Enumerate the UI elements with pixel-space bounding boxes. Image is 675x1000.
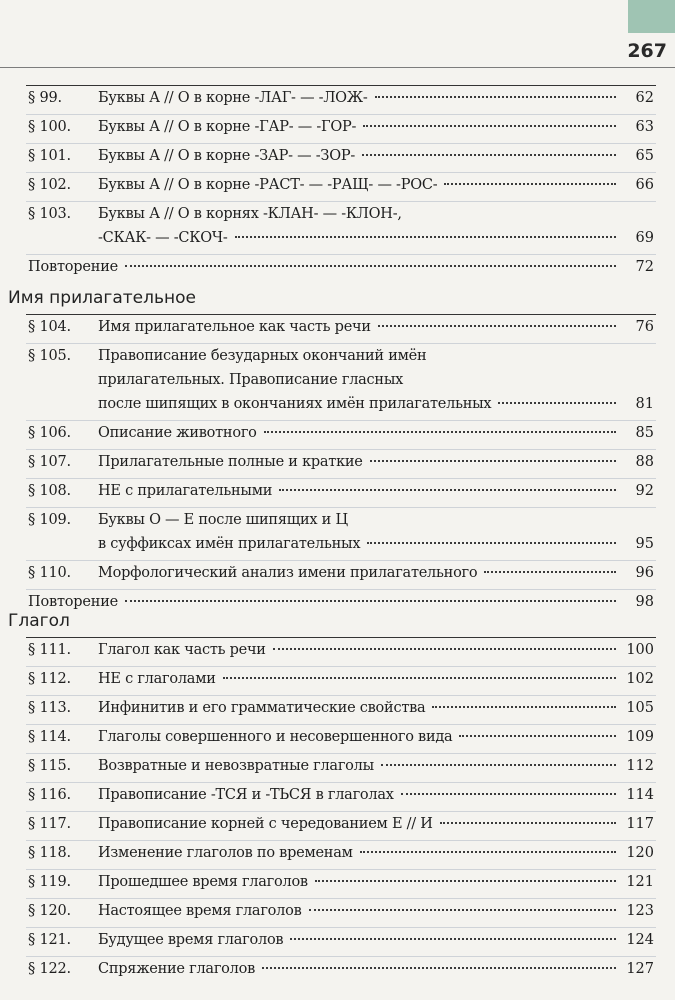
leader-dots [264, 431, 616, 433]
section-heading-adjective: Имя прилагательное [8, 288, 196, 308]
page-header-rule [0, 67, 675, 68]
leader-dots [273, 648, 616, 650]
leader-dots [362, 154, 616, 156]
entry-number: § 99. [28, 90, 62, 106]
entry-title: Буквы А // О в корне -ЛАГ- — -ЛОЖ- [98, 90, 368, 106]
entry-page: 92 [635, 483, 654, 499]
entry-title: НЕ с прилагательными [98, 483, 273, 499]
entry-page: 76 [635, 319, 654, 335]
entry-title: Настоящее время глаголов [98, 903, 302, 919]
toc-entry [26, 957, 656, 985]
entry-page: 81 [635, 396, 654, 412]
leader-dots [378, 325, 616, 327]
entry-number: § 120. [28, 903, 71, 919]
leader-dots [375, 96, 616, 98]
review-page: 98 [635, 594, 654, 610]
toc-entry [26, 202, 656, 255]
entry-number: § 114. [28, 729, 71, 745]
entry-page: 102 [626, 671, 654, 687]
toc-entry [26, 86, 656, 115]
toc-entry [26, 696, 656, 725]
entry-title-line: в суффиксах имён прилагательных [98, 536, 361, 552]
entry-page: 100 [626, 642, 654, 658]
leader-dots [235, 236, 617, 238]
entry-number: § 103. [28, 206, 71, 222]
entry-page: 69 [635, 230, 654, 246]
entry-title: Правописание корней с чередованием Е // И [98, 816, 433, 832]
entry-page: 124 [626, 932, 654, 948]
entry-number: § 107. [28, 454, 71, 470]
entry-title: Морфологический анализ имени прилагательного [98, 565, 478, 581]
entry-number: § 105. [28, 348, 71, 364]
entry-title-line: -СКАК- — -СКОЧ- [98, 230, 228, 246]
entry-page: 96 [635, 565, 654, 581]
entry-title-line: прилагательных. Правописание гласных [98, 372, 404, 388]
entry-number: § 111. [28, 642, 71, 658]
entry-page: 114 [626, 787, 654, 803]
entry-number: § 115. [28, 758, 71, 774]
toc-entry [26, 754, 656, 783]
leader-dots [360, 851, 616, 853]
entry-page: 123 [626, 903, 654, 919]
entry-title: Прошедшее время глаголов [98, 874, 308, 890]
entry-title: Изменение глаголов по временам [98, 845, 353, 861]
leader-dots [381, 764, 616, 766]
entry-number: § 108. [28, 483, 71, 499]
toc-entry [26, 144, 656, 173]
entry-title-line: Буквы О — Е после шипящих и Ц [98, 512, 348, 528]
page-number: 267 [627, 40, 667, 62]
entry-page: 88 [635, 454, 654, 470]
leader-dots [367, 542, 616, 544]
leader-dots [363, 125, 616, 127]
entry-page: 120 [626, 845, 654, 861]
entry-number: § 122. [28, 961, 71, 977]
review-title: Повторение [28, 594, 119, 610]
leader-dots [223, 677, 616, 679]
leader-dots [440, 822, 616, 824]
entry-page: 63 [635, 119, 654, 135]
leader-dots [125, 265, 616, 267]
entry-number: § 118. [28, 845, 71, 861]
review-title: Повторение [28, 259, 119, 275]
entry-title: Прилагательные полные и краткие [98, 454, 363, 470]
entry-title: Правописание -ТСЯ и -ТЬСЯ в глаголах [98, 787, 394, 803]
entry-number: § 113. [28, 700, 71, 716]
leader-dots [444, 183, 616, 185]
entry-number: § 104. [28, 319, 71, 335]
entry-page: 66 [635, 177, 654, 193]
entry-number: § 109. [28, 512, 71, 528]
leader-dots [484, 571, 616, 573]
entry-title: Описание животного [98, 425, 257, 441]
entry-page: 65 [635, 148, 654, 164]
toc-entry [26, 725, 656, 754]
leader-dots [125, 600, 616, 602]
toc-entry [26, 841, 656, 870]
entry-page: 121 [626, 874, 654, 890]
leader-dots [432, 706, 616, 708]
leader-dots [401, 793, 616, 795]
entry-page: 62 [635, 90, 654, 106]
toc-entry [26, 638, 656, 667]
entry-page: 112 [626, 758, 654, 774]
entry-title: Буквы А // О в корне -РАСТ- — -РАЩ- — -РОС- [98, 177, 438, 193]
entry-page: 85 [635, 425, 654, 441]
entry-title: Глаголы совершенного и несовершенного вида [98, 729, 453, 745]
entry-page: 105 [626, 700, 654, 716]
entry-number: § 121. [28, 932, 71, 948]
entry-title: Будущее время глаголов [98, 932, 284, 948]
entry-title: Инфинитив и его грамматические свойства [98, 700, 426, 716]
entry-number: § 119. [28, 874, 71, 890]
toc-review [26, 590, 656, 618]
entry-title-line: Правописание безударных окончаний имён [98, 348, 427, 364]
toc-entry [26, 479, 656, 508]
section-heading-verb: Глагол [8, 611, 70, 631]
toc-entry [26, 899, 656, 928]
toc-block-adjective [26, 314, 656, 618]
toc-review [26, 255, 656, 283]
toc-entry [26, 561, 656, 590]
leader-dots [309, 909, 616, 911]
entry-title: Глагол как часть речи [98, 642, 266, 658]
entry-number: § 102. [28, 177, 71, 193]
toc-entry [26, 115, 656, 144]
entry-title-line: после шипящих в окончаниях имён прилагательных [98, 396, 492, 412]
entry-title: Возвратные и невозвратные глаголы [98, 758, 374, 774]
toc-block-verb [26, 637, 656, 985]
entry-page: 95 [635, 536, 654, 552]
leader-dots [370, 460, 616, 462]
entry-number: § 116. [28, 787, 71, 803]
entry-number: § 100. [28, 119, 71, 135]
leader-dots [262, 967, 616, 969]
toc-block-roots [26, 85, 656, 283]
toc-entry [26, 812, 656, 841]
entry-number: § 101. [28, 148, 71, 164]
entry-title: Буквы А // О в корне -ГАР- — -ГОР- [98, 119, 357, 135]
toc-entry [26, 344, 656, 421]
toc-entry [26, 421, 656, 450]
entry-page: 127 [626, 961, 654, 977]
toc-entry [26, 450, 656, 479]
entry-number: § 112. [28, 671, 71, 687]
review-page: 72 [635, 259, 654, 275]
leader-dots [459, 735, 616, 737]
entry-title: Буквы А // О в корне -ЗАР- — -ЗОР- [98, 148, 355, 164]
entry-title: НЕ с глаголами [98, 671, 216, 687]
entry-number: § 106. [28, 425, 71, 441]
corner-color-tab [628, 0, 675, 33]
toc-entry [26, 315, 656, 344]
leader-dots [290, 938, 616, 940]
leader-dots [498, 402, 616, 404]
toc-entry [26, 928, 656, 957]
leader-dots [315, 880, 616, 882]
entry-number: § 110. [28, 565, 71, 581]
toc-entry [26, 783, 656, 812]
entry-title: Имя прилагательное как часть речи [98, 319, 371, 335]
entry-page: 117 [626, 816, 654, 832]
toc-entry [26, 667, 656, 696]
entry-title: Спряжение глаголов [98, 961, 256, 977]
entry-number: § 117. [28, 816, 71, 832]
toc-entry [26, 870, 656, 899]
leader-dots [279, 489, 616, 491]
toc-entry [26, 508, 656, 561]
toc-entry [26, 173, 656, 202]
entry-title-line: Буквы А // О в корнях -КЛАН- — -КЛОН-, [98, 206, 402, 222]
entry-page: 109 [626, 729, 654, 745]
